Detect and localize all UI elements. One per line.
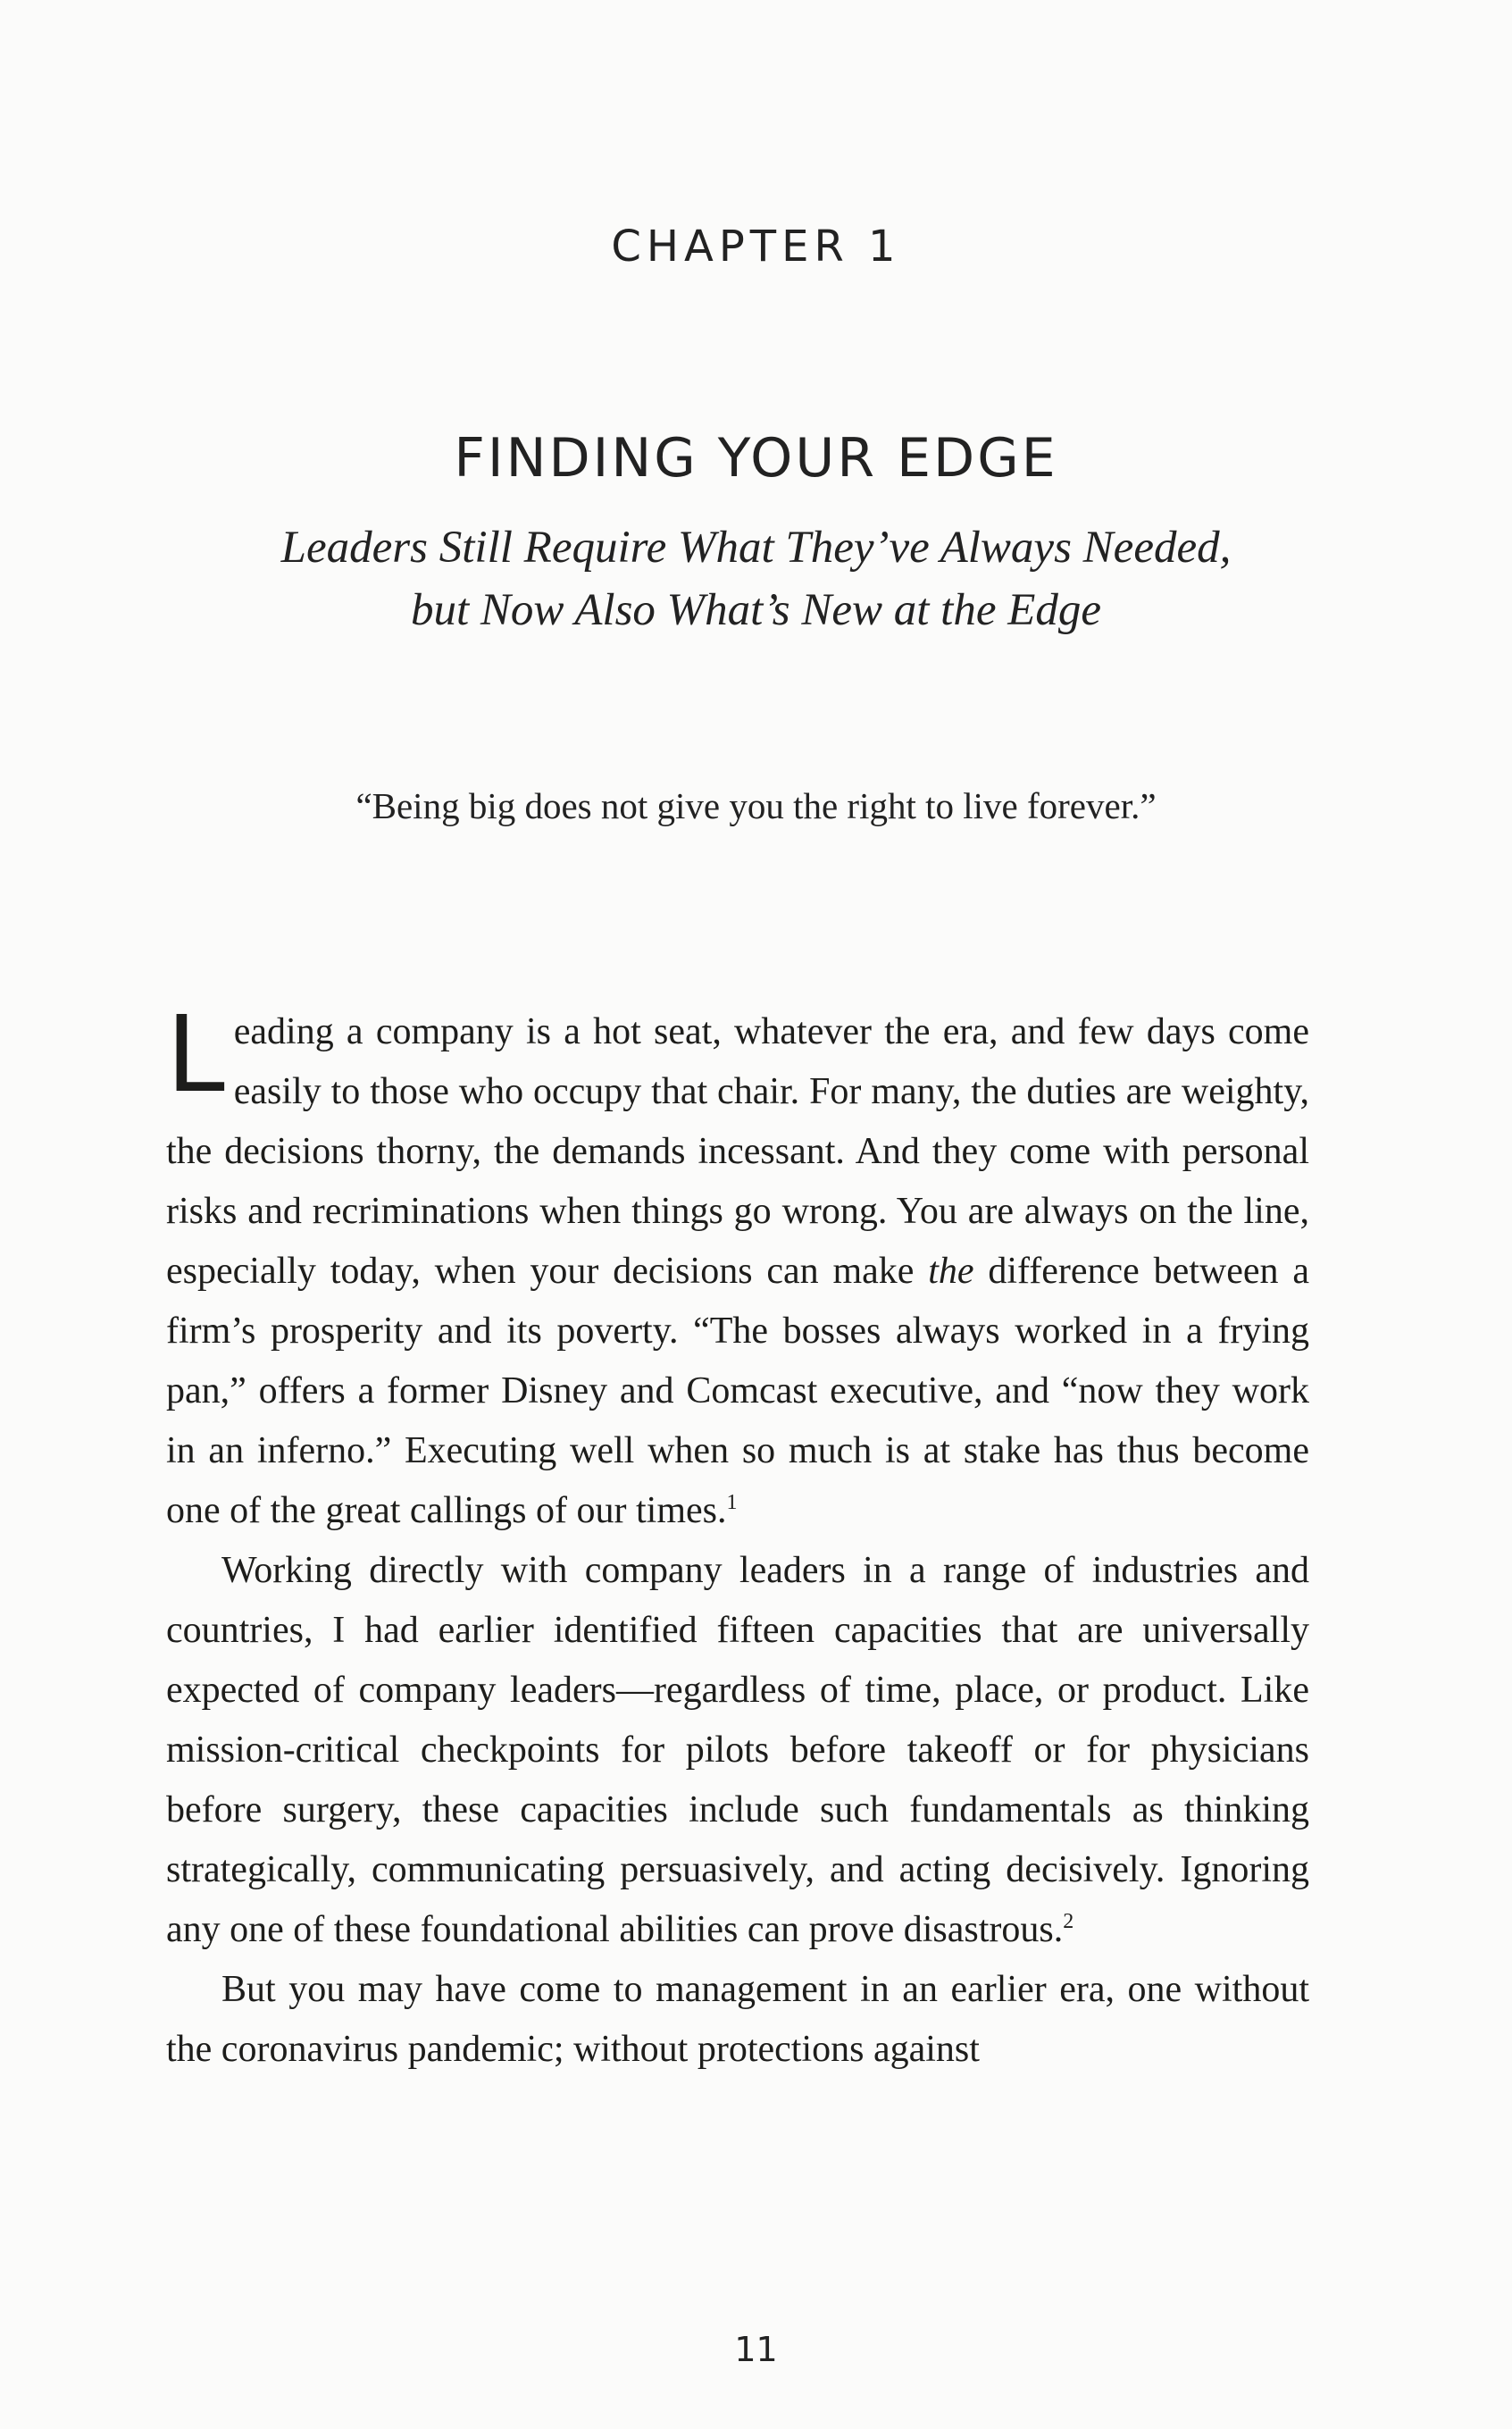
chapter-subtitle	[0, 516, 1512, 641]
chapter-label: CHAPTER 1	[611, 222, 901, 272]
footnote-ref-1: 1	[726, 1491, 738, 1514]
page-number: 11	[734, 2330, 778, 2369]
subtitle-line-1: Leaders Still Require What They’ve Always Needed,	[280, 523, 1232, 573]
paragraph-1-text-a: eading a company is a hot seat, whatever the era, and few days come easily to those who occupy that chair. For many, the duties are weighty, the decisions thorny, the demands incessant. And they come with personal risks and recriminations when things go wrong. You are always on the line, especially today, when your decisions can make	[166, 1011, 1309, 1292]
subtitle-line-2: but Now Also What’s New at the Edge	[410, 585, 1102, 635]
chapter-title: FINDING YOUR EDGE	[454, 427, 1058, 490]
epigraph-quote: “Being big does not give you the right to live forever.”	[355, 785, 1157, 826]
paragraph-2-text: Working directly with company leaders in a range of industries and countries, I had earlier identified fifteen capacities that are universally expected of company leaders—regardless of time, place, or product. Like mission-critical checkpoints for pilots before takeoff or for physicians before surgery, these capacities include such fundamentals as thinking strategically, communicating persuasively, and acting decisively. Ignoring any one of these foundational abilities can prove disastrous.	[166, 1550, 1309, 1950]
paragraph-1	[166, 993, 1309, 1541]
footnote-ref-2: 2	[1063, 1910, 1074, 1933]
paragraph-1-text-b: difference between a firm’s prosperity and its poverty. “The bosses always worked in a frying pan,” offers a former Disney and Comcast executive, and “now they work in an inferno.” Executing well when so much is at stake has thus become one of the great callings of our times.	[166, 1251, 1309, 1531]
paragraph-2	[166, 1541, 1309, 1960]
drop-cap: L	[166, 993, 225, 1116]
paragraph-3	[166, 1960, 1309, 2080]
paragraph-3-text: But you may have come to management in an earlier era, one without the coronavirus pandemic; without protections against	[166, 1969, 1309, 2070]
paragraph-1-emphasis: the	[928, 1251, 974, 1292]
body-text	[166, 993, 1309, 2080]
